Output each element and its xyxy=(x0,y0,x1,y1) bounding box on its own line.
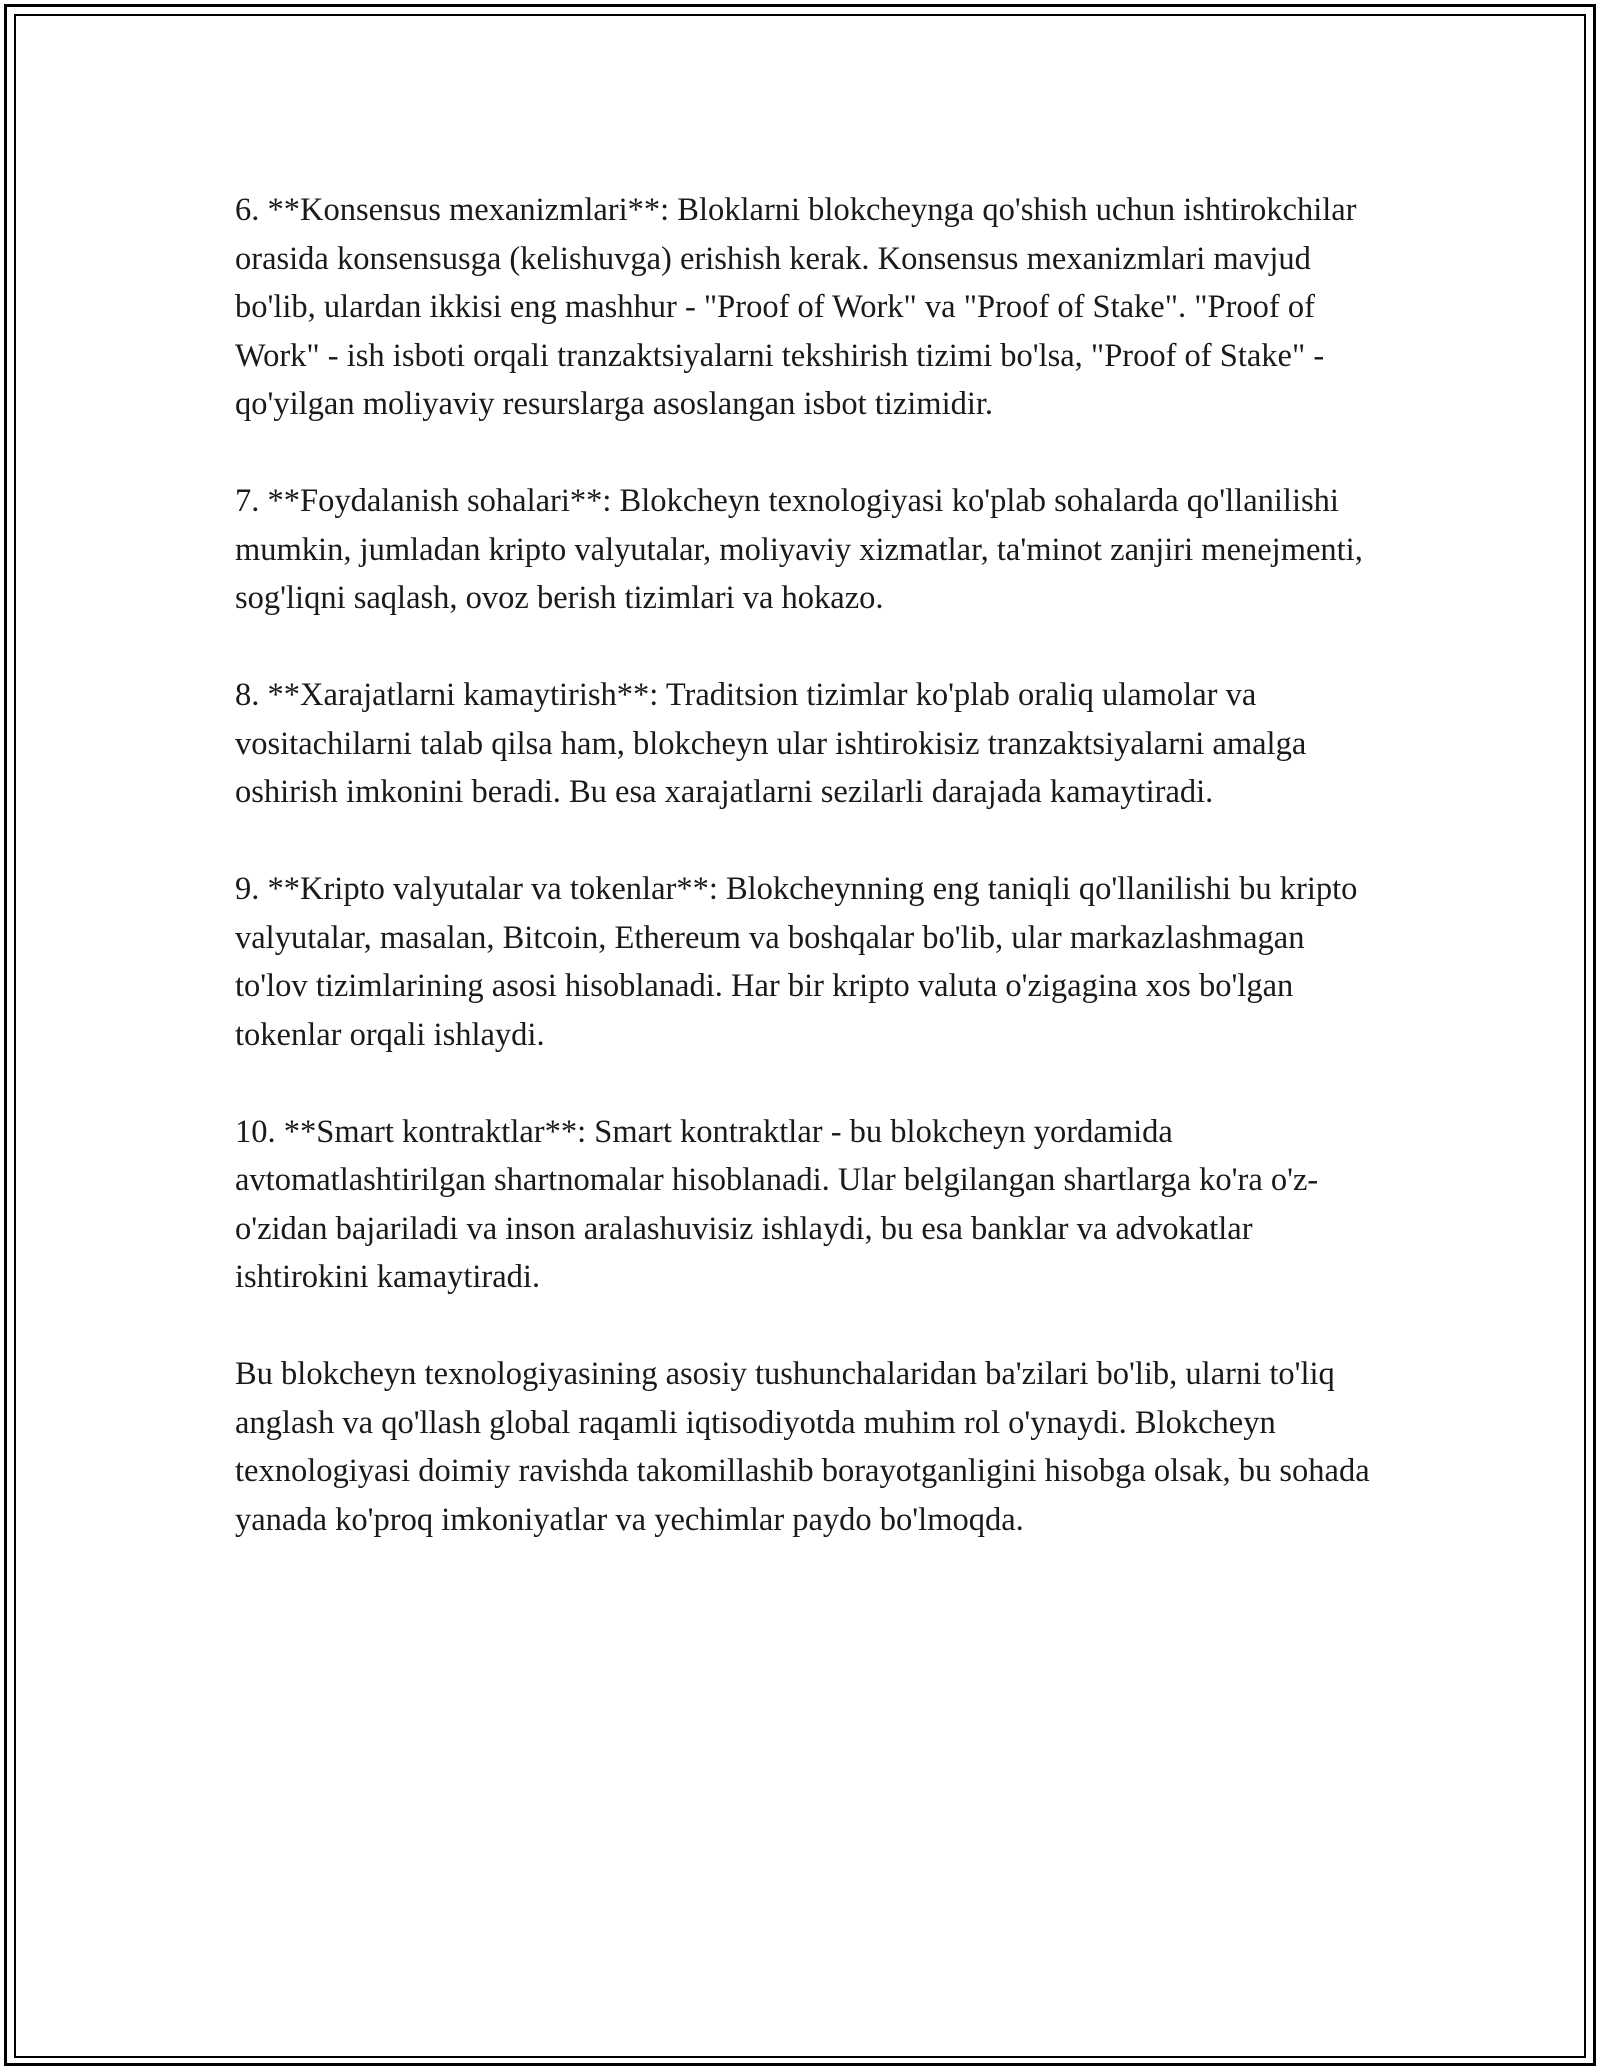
paragraph-use-cases: 7. **Foydalanish sohalari**: Blokcheyn texnologiyasi ko'plab sohalarda qo'llanilishi mumkin, jumladan kripto valyutalar, moliyaviy xizmatlar, ta'minot zanjiri menejmenti, sog'liqni saqlash, ovoz berish tizimlari va hokazo. xyxy=(235,483,1363,616)
document-body xyxy=(235,186,1385,1544)
paragraph-smart-contracts: 10. **Smart kontraktlar**: Smart kontraktlar - bu blokcheyn yordamida avtomatlashtirilgan shartnomalar hisoblanadi. Ular belgilangan shartlarga ko'ra o'z-o'zidan bajariladi va inson aralashuvisiz ishlaydi, bu esa banklar va advokatlar ishtirokini kamaytiradi. xyxy=(235,1113,1319,1295)
paragraph-cost-reduction: 8. **Xarajatlarni kamaytirish**: Traditsion tizimlar ko'plab oraliq ulamolar va vositachilarni talab qilsa ham, blokcheyn ular ishtirokisiz tranzaktsiyalarni amalga oshirish imkonini beradi. Bu esa xarajatlarni sezilarli darajada kamaytiradi. xyxy=(235,677,1307,810)
paragraph-consensus: 6. **Konsensus mexanizmlari**: Bloklarni blokcheynga qo'shish uchun ishtirokchilar orasida konsensusga (kelishuvga) erishish kerak. Konsensus mexanizmlari mavjud bo'lib, ulardan ikkisi eng mashhur - "Proof of Work" va "Proof of Stake". "Proof of Work" - ish isboti orqali tranzaktsiyalarni tekshirish tizimi bo'lsa, "Proof of Stake" - qo'yilgan moliyaviy resurslarga asoslangan isbot tizimidir. xyxy=(235,192,1357,422)
paragraph-crypto-tokens: 9. **Kripto valyutalar va tokenlar**: Blokcheynning eng taniqli qo'llanilishi bu kripto valyutalar, masalan, Bitcoin, Ethereum va boshqalar bo'lib, ular markazlashmagan to'lov tizimlarining asosi hisoblanadi. Har bir kripto valuta o'zigagina xos bo'lgan tokenlar orqali ishlaydi. xyxy=(235,871,1358,1053)
paragraph-conclusion: Bu blokcheyn texnologiyasining asosiy tushunchalaridan ba'zilari bo'lib, ularni to'liq anglash va qo'llash global raqamli iqtisodiyotda muhim rol o'ynaydi. Blokcheyn texnologiyasi doimiy ravishda takomillashib borayotganligini hisobga olsak, bu sohada yanada ko'proq imkoniyatlar va yechimlar paydo bo'lmoqda. xyxy=(235,1356,1370,1538)
